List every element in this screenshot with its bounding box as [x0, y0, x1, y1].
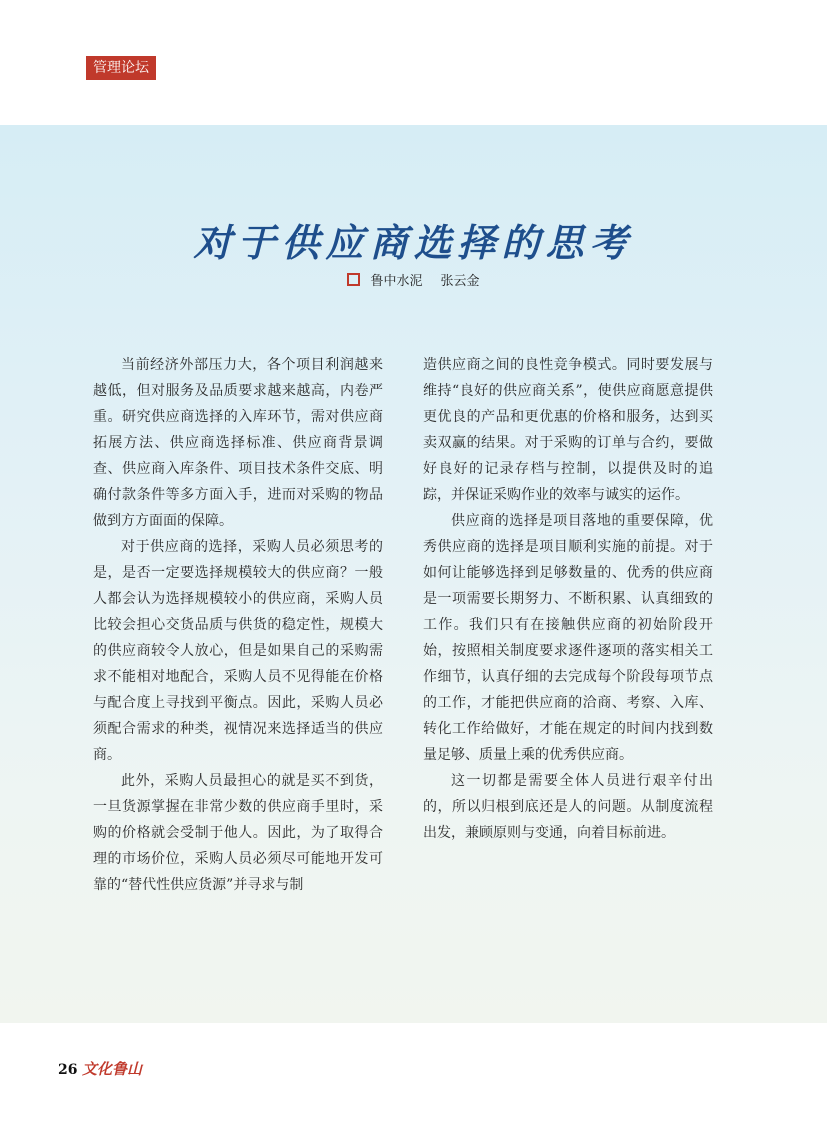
article-title: 对于供应商选择的思考: [193, 220, 634, 265]
magazine-logo: 文化鲁山: [82, 1060, 143, 1078]
article-column-right: [423, 352, 713, 846]
paragraph: 供应商的选择是项目落地的重要保障，优秀供应商的选择是项目顺利实施的前提。对于如何让能够选择到足够数量的、优秀的供应商是一项需要长期努力、不断积累、认真细致的工作。我们只有在接触供应商的初始阶段开始，按照相关制度要求逐件逐项的落实相关工作细节，认真仔细的去完成每个阶段每项节点的工作，才能把供应商的洽商、考察、入库、转化工作给做好，才能在规定的时间内找到数量足够、质量上乘的优秀供应商。: [423, 513, 713, 763]
paragraph-continuation: 造供应商之间的良性竞争模式。同时要发展与维持“良好的供应商关系”，使供应商愿意提供更优良的产品和更优惠的价格和服务，达到买卖双赢的结果。对于采购的订单与合约，要做好良好的记录存档与控制，以提供及时的追踪，并保证采购作业的效率与诚实的运作。: [423, 357, 713, 503]
section-tag: 管理论坛: [86, 56, 156, 80]
paragraph: 当前经济外部压力大，各个项目利润越来越低，但对服务及品质要求越来越高，内卷严重。研究供应商选择的入库环节，需对供应商拓展方法、供应商选择标准、供应商背景调查、供应商入库条件、项目技术条件交底、明确付款条件等多方面入手，进而对采购的物品做到方方面面的保障。: [93, 357, 383, 529]
byline: [0, 270, 827, 289]
byline-author: 张云金: [440, 274, 480, 289]
byline-organization: 鲁中水泥: [370, 274, 423, 289]
square-bullet-icon: [347, 273, 360, 286]
article-column-left: [93, 352, 383, 898]
page-number: 26: [58, 1062, 78, 1078]
paragraph: 此外，采购人员最担心的就是买不到货，一旦货源掌握在非常少数的供应商手里时，采购的价格就会受制于他人。因此，为了取得合理的市场价位，采购人员必须尽可能地开发可靠的“替代性供应货源”并寻求与制: [93, 773, 383, 893]
paragraph: 对于供应商的选择，采购人员必须思考的是，是否一定要选择规模较大的供应商？一般人都会认为选择规模较小的供应商，采购人员比较会担心交货品质与供货的稳定性，规模大的供应商较令人放心，但是如果自己的采购需求不能相对地配合，采购人员不见得能在价格与配合度上寻找到平衡点。因此，采购人员必须配合需求的种类，视情况来选择适当的供应商。: [93, 539, 383, 763]
paragraph: 这一切都是需要全体人员进行艰辛付出的，所以归根到底还是人的问题。从制度流程出发，兼顾原则与变通，向着目标前进。: [423, 773, 713, 841]
